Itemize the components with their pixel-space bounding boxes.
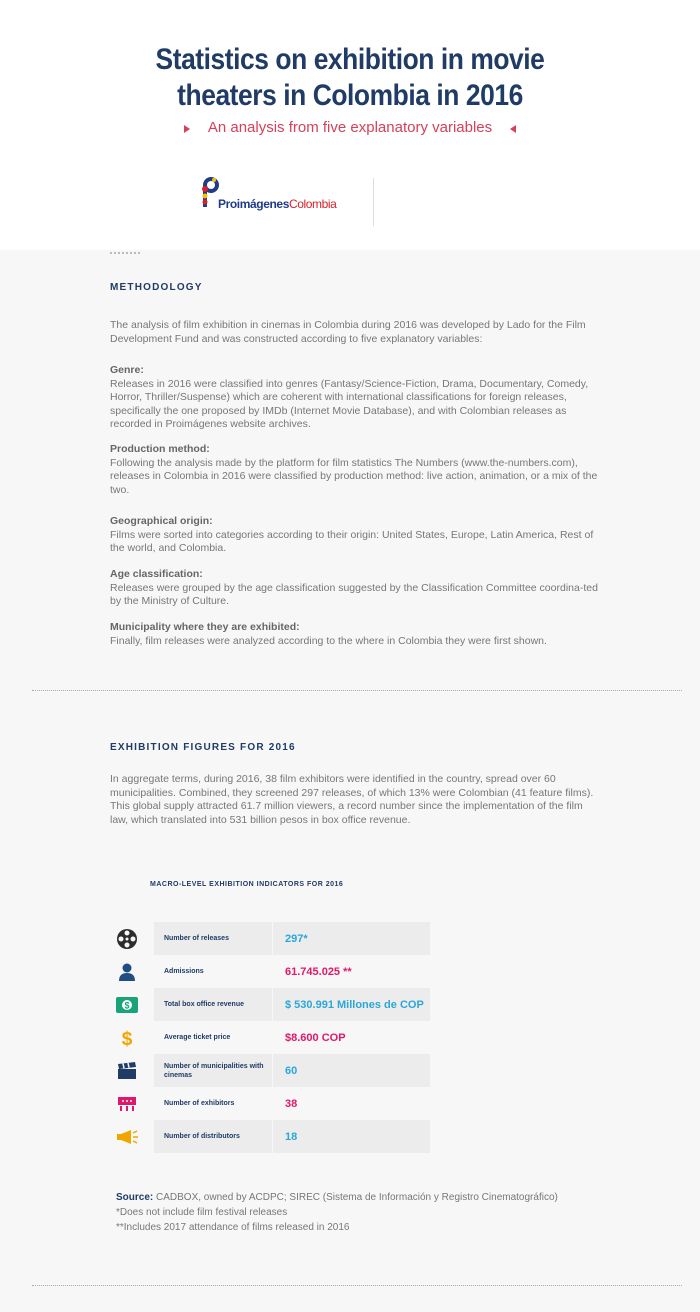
indicator-value: 18 xyxy=(272,1120,430,1153)
logo-text-colombia: Colombia xyxy=(288,197,337,211)
source-notes xyxy=(116,1190,558,1235)
indicator-label: Number of releases xyxy=(154,922,272,955)
dotted-divider xyxy=(32,690,682,691)
theater-stage-icon xyxy=(112,1091,142,1117)
svg-text:$: $ xyxy=(124,1000,130,1011)
table-row xyxy=(112,988,432,1021)
header xyxy=(0,0,700,250)
methodology-item-municipality xyxy=(110,621,600,648)
methodology-item-origin xyxy=(110,515,600,556)
text-genre: Releases in 2016 were classified into genres (Fantasy/Science-Fiction, Drama, Documentary, Comedy, Horror, Thriller/Suspense) which are coherent with international classifications for foreign releases, specifically the one proposed by IMDb (Internet Movie Database), and with Colombian releases as recorded in Proimágenes website archives. xyxy=(110,377,589,430)
table-row xyxy=(112,1054,432,1087)
header-divider xyxy=(373,178,374,226)
table-row xyxy=(112,955,432,988)
proimagenes-logo xyxy=(200,176,350,214)
exhibition-text: In aggregate terms, during 2016, 38 film exhibitors were identified in the country, spread over 60 municipalities. Combined, they screened 297 releases, of which 13% were Colombian (41 feature films). This global supply attracted 61.7 million viewers, a record number since the implementation of the film law, which translated into 531 billion pesos in box office revenue. xyxy=(110,773,594,826)
term-genre: Genre: xyxy=(110,364,144,376)
indicator-label: Admissions xyxy=(154,955,272,988)
indicator-label: Number of exhibitors xyxy=(154,1087,272,1120)
table-row xyxy=(112,1120,432,1153)
dollar-sign-icon xyxy=(112,1025,142,1051)
table-row xyxy=(112,1087,432,1120)
banknote-icon xyxy=(112,992,142,1018)
methodology-item-production xyxy=(110,443,600,497)
table-row xyxy=(112,922,432,955)
indicators-table-title: MACRO-LEVEL EXHIBITION INDICATORS FOR 2016 xyxy=(150,881,344,888)
text-age: Releases were grouped by the age classification suggested by the Classification Committee coordina-ted by the Ministry of Culture. xyxy=(110,581,598,607)
dotted-divider-short xyxy=(110,252,140,254)
indicator-label: Number of municipalities with cinemas xyxy=(154,1054,272,1087)
footnote-2: **Includes 2017 attendance of films released in 2016 xyxy=(116,1222,350,1233)
table-row xyxy=(112,1021,432,1054)
triangle-left-icon xyxy=(510,125,516,133)
term-origin: Geographical origin: xyxy=(110,515,213,527)
text-origin: Films were sorted into categories according to their origin: United States, Europe, Latin America, Rest of the world, and Colombia. xyxy=(110,528,594,554)
text-municipality: Finally, film releases were analyzed according to the where in Colombia they were first shown. xyxy=(110,634,547,647)
term-age: Age classification: xyxy=(110,568,203,580)
title-line-1: Statistics on exhibition in movie xyxy=(155,43,545,76)
logo-text-proimagenes: Proimágenes xyxy=(218,197,289,211)
methodology-item-age xyxy=(110,568,600,609)
indicator-value: 60 xyxy=(272,1054,430,1087)
film-reel-icon xyxy=(112,926,142,952)
indicator-value: 38 xyxy=(272,1087,430,1120)
methodology-intro: The analysis of film exhibition in cinemas in Colombia during 2016 was developed by Lado for the Film Development Fund and was constructed according to five explanatory variables: xyxy=(110,319,586,345)
term-municipality: Municipality where they are exhibited: xyxy=(110,621,300,633)
clapperboard-icon xyxy=(112,1058,142,1084)
methodology-heading: METHODOLOGY xyxy=(110,282,203,293)
indicator-value: $ 530.991 Millones de COP xyxy=(272,988,430,1021)
dotted-divider-bottom xyxy=(32,1285,682,1286)
indicator-label: Total box office revenue xyxy=(154,988,272,1021)
person-icon xyxy=(112,959,142,985)
indicator-value: 297* xyxy=(272,922,430,955)
logo-text xyxy=(218,197,336,211)
title-line-2: theaters in Colombia in 2016 xyxy=(177,79,523,112)
source-label: Source: xyxy=(116,1192,154,1203)
term-production: Production method: xyxy=(110,443,210,455)
exhibition-heading: EXHIBITION FIGURES FOR 2016 xyxy=(110,742,296,753)
svg-text:$: $ xyxy=(121,1029,133,1048)
methodology-item-genre xyxy=(110,364,600,432)
indicator-label: Number of distributors xyxy=(154,1120,272,1153)
indicator-value: $8.600 COP xyxy=(272,1021,430,1054)
megaphone-icon xyxy=(112,1124,142,1150)
indicator-label: Average ticket price xyxy=(154,1021,272,1054)
footnote-1: *Does not include film festival releases xyxy=(116,1207,288,1218)
source-text: CADBOX, owned by ACDPC; SIREC (Sistema de Información y Registro Cinematográfico) xyxy=(153,1192,558,1203)
indicator-value: 61.745.025 ** xyxy=(272,955,430,988)
page-title xyxy=(42,42,658,114)
text-production: Following the analysis made by the platform for film statistics The Numbers (www.the-numbers.com), releases in Colombia in 2016 were classified by production method: live action, animation, or a mix of the two. xyxy=(110,456,598,496)
source-line xyxy=(116,1190,558,1205)
page-subtitle: An analysis from five explanatory variables xyxy=(207,119,493,136)
